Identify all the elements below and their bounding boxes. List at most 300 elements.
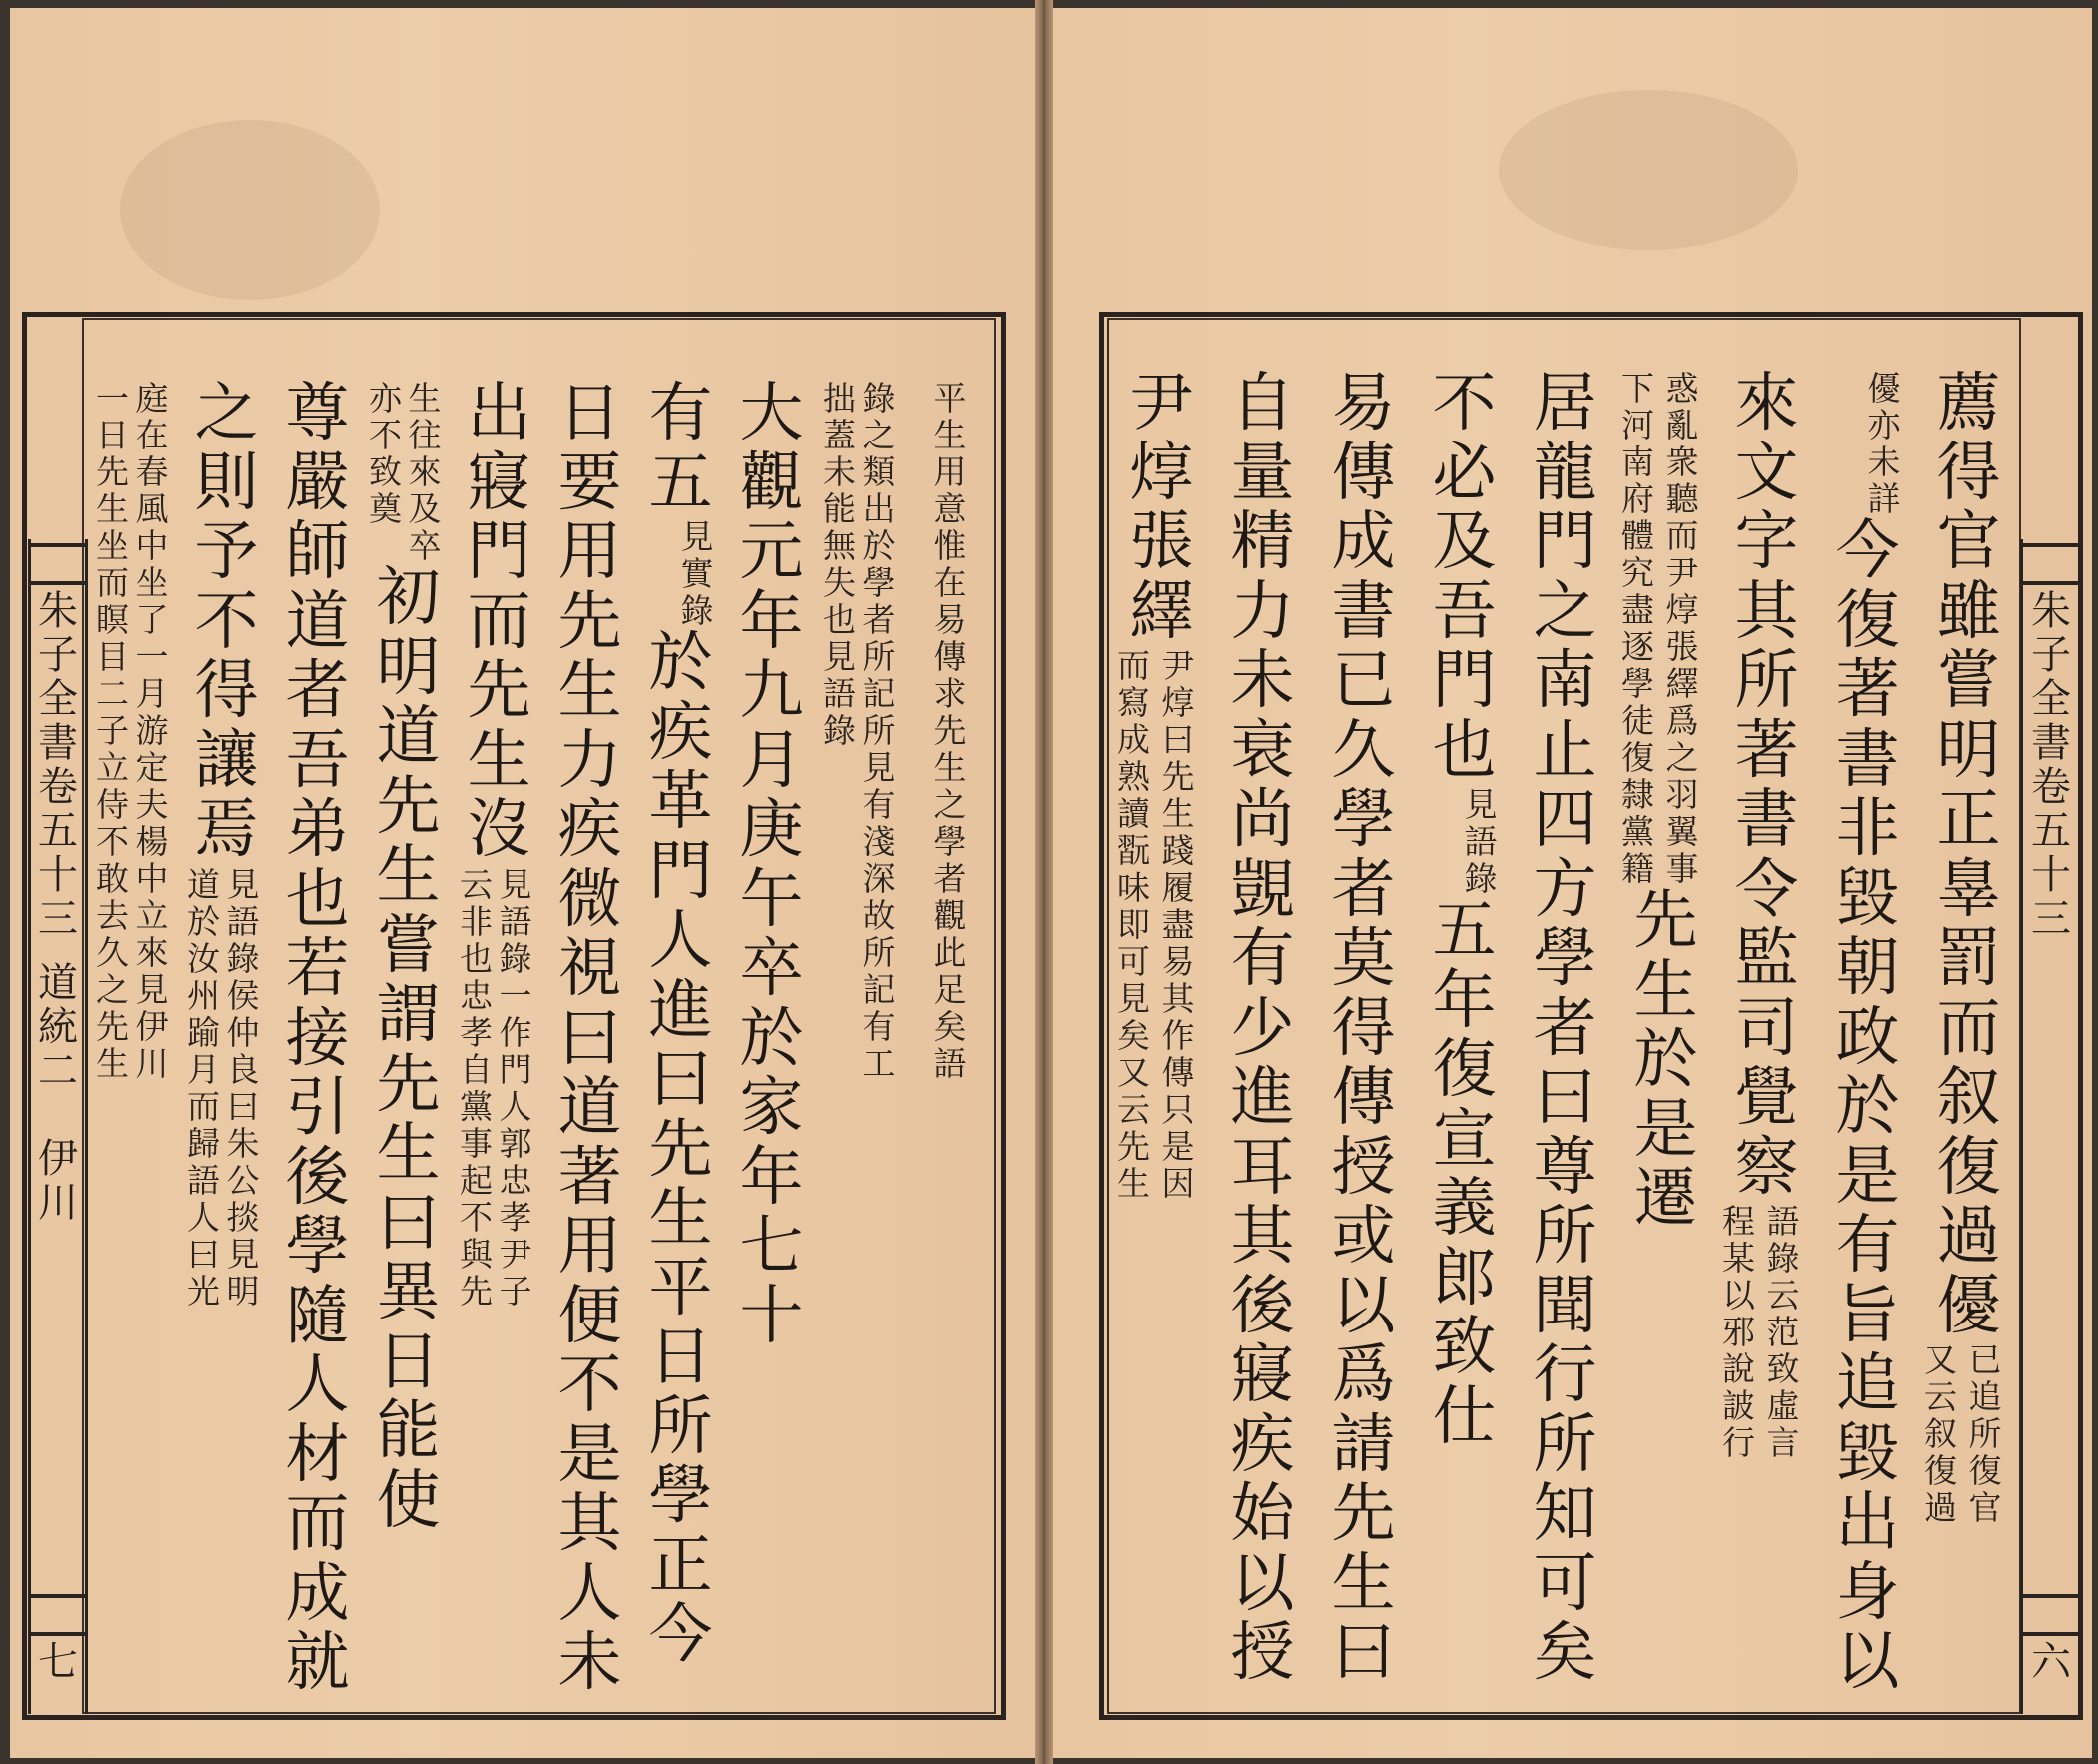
annotation-char: 之 bbox=[933, 785, 967, 824]
main-char: 精 bbox=[1230, 505, 1295, 579]
main-char: 疾 bbox=[648, 695, 713, 770]
main-char: 毀 bbox=[1835, 1416, 1900, 1491]
main-char: 張 bbox=[1129, 505, 1194, 579]
annotation-char: 翫 bbox=[1117, 831, 1150, 870]
annotation-char: 門 bbox=[499, 1049, 532, 1089]
heart-char: 朱 bbox=[2031, 588, 2071, 634]
main-char: 居 bbox=[1533, 367, 1597, 441]
text-column bbox=[1716, 367, 1817, 1708]
main-char: 字 bbox=[1734, 505, 1799, 579]
main-text-line bbox=[1716, 367, 1817, 1205]
main-char: 人 bbox=[557, 1556, 622, 1631]
annotation-char: 矣 bbox=[1117, 1016, 1150, 1055]
annotation-char: 尹 bbox=[1161, 646, 1195, 685]
main-char: 年 bbox=[1432, 963, 1497, 1038]
main-char: 授 bbox=[1331, 1130, 1396, 1205]
main-char: 正 bbox=[1936, 783, 2001, 857]
annotation-char: 者 bbox=[933, 859, 967, 898]
main-char: 而 bbox=[285, 1487, 350, 1561]
main-char: 不 bbox=[1432, 367, 1497, 441]
annotation-char: 尹 bbox=[499, 1234, 532, 1274]
annotation-char: 日 bbox=[96, 416, 129, 454]
main-char: 文 bbox=[1734, 436, 1799, 510]
main-char: 日 bbox=[557, 377, 622, 450]
annotation-char: 見 bbox=[135, 970, 169, 1009]
annotation-char: 先 bbox=[96, 1007, 129, 1046]
annotation-char: 錄 bbox=[1766, 1239, 1800, 1278]
annotation-char: 所 bbox=[862, 711, 896, 750]
main-char: 年 bbox=[739, 1140, 804, 1215]
annotation-char: 云 bbox=[1117, 1090, 1150, 1129]
annotation-line bbox=[96, 380, 129, 1082]
heart-char: 伊 bbox=[38, 1136, 78, 1182]
main-char: 其 bbox=[1230, 1200, 1295, 1274]
main-char: 復 bbox=[1432, 1033, 1497, 1107]
heart-char: 子 bbox=[38, 632, 78, 678]
annotation-char: 寫 bbox=[1117, 683, 1150, 722]
annotation-char: 定 bbox=[135, 748, 169, 787]
main-char: 疾 bbox=[1230, 1407, 1295, 1482]
main-char: 人 bbox=[285, 1348, 350, 1422]
main-char: 午 bbox=[739, 862, 804, 937]
annotation-char: 來 bbox=[408, 452, 442, 491]
main-char: 曰 bbox=[1533, 1061, 1597, 1135]
annotation-char: 在 bbox=[933, 563, 967, 602]
main-char: 其 bbox=[557, 1487, 622, 1561]
annotation-line bbox=[1621, 370, 1654, 887]
main-char: 尹 bbox=[1129, 367, 1194, 441]
annotation-char: 坐 bbox=[135, 563, 169, 602]
annotation-char: 翼 bbox=[1665, 812, 1699, 851]
heart-char: 十 bbox=[2031, 852, 2071, 898]
main-char: 日 bbox=[376, 1324, 441, 1399]
annotation-line bbox=[681, 518, 714, 629]
annotation-char: 事 bbox=[460, 1123, 493, 1163]
annotation-char: 之 bbox=[96, 970, 129, 1009]
text-column bbox=[1111, 367, 1212, 1708]
main-char: 量 bbox=[1230, 436, 1295, 510]
main-char: 是 bbox=[557, 1417, 622, 1492]
annotation-char: 見 bbox=[823, 637, 856, 676]
annotation-char: 也 bbox=[823, 600, 856, 639]
annotation-char: 踐 bbox=[1161, 831, 1195, 870]
annotation-char: 見 bbox=[1117, 979, 1150, 1018]
annotation-char: 詳 bbox=[1867, 479, 1901, 518]
main-char: 師 bbox=[285, 515, 350, 589]
main-char: 之 bbox=[1533, 574, 1597, 649]
text-column bbox=[908, 380, 999, 1708]
heart-char: 全 bbox=[2031, 676, 2071, 722]
main-char: 身 bbox=[1835, 1555, 1900, 1630]
main-char: 成 bbox=[285, 1556, 350, 1631]
main-char: 曰 bbox=[1331, 1616, 1396, 1690]
main-char: 必 bbox=[1432, 436, 1497, 510]
main-char: 官 bbox=[1936, 505, 2001, 579]
annotation-char: 學 bbox=[1621, 664, 1654, 703]
main-char: 莫 bbox=[1331, 922, 1396, 996]
text-column bbox=[1515, 367, 1615, 1708]
main-char: 雖 bbox=[1936, 574, 2001, 649]
text-column bbox=[181, 377, 272, 1708]
main-char: 平 bbox=[648, 1251, 713, 1325]
annotation-line bbox=[460, 866, 493, 1310]
main-char: 先 bbox=[1331, 1477, 1396, 1551]
main-char: 讓 bbox=[194, 723, 259, 798]
annotation-char: 致 bbox=[1766, 1349, 1800, 1388]
main-char: 要 bbox=[557, 445, 622, 520]
annotation-char: 見 bbox=[226, 864, 260, 904]
annotation-char: 一 bbox=[499, 975, 532, 1015]
right-page-heart bbox=[2020, 539, 2082, 1714]
main-char: 旨 bbox=[1835, 1278, 1900, 1352]
annotation-char: 也 bbox=[460, 938, 493, 978]
heart-char: 二 bbox=[38, 1048, 78, 1094]
annotation-char: 惟 bbox=[933, 526, 967, 565]
main-char: 家 bbox=[739, 1071, 804, 1145]
main-char: 察 bbox=[1734, 1130, 1799, 1205]
main-char: 叙 bbox=[1936, 1061, 2001, 1135]
main-char: 所 bbox=[1533, 1407, 1597, 1482]
main-char: 學 bbox=[648, 1459, 713, 1533]
main-char: 毀 bbox=[1835, 861, 1900, 936]
annotation-char: 曰 bbox=[187, 1234, 220, 1274]
text-column bbox=[1817, 370, 1918, 1708]
annotation-char: 亦 bbox=[369, 379, 402, 418]
annotation-char: 亂 bbox=[1665, 406, 1699, 444]
main-char: 過 bbox=[1936, 1200, 2001, 1274]
main-char: 而 bbox=[467, 584, 531, 659]
annotation-char: 於 bbox=[187, 901, 220, 941]
main-char: 後 bbox=[1230, 1269, 1295, 1343]
main-char: 焉 bbox=[194, 793, 259, 867]
main-char: 先 bbox=[1633, 884, 1698, 958]
annotation-char: 瞑 bbox=[96, 600, 129, 639]
annotation-char: 在 bbox=[135, 416, 169, 454]
annotation-char: 隸 bbox=[1621, 775, 1654, 814]
main-char: 遷 bbox=[1633, 1162, 1698, 1236]
main-char: 薦 bbox=[1936, 367, 2001, 441]
heart-char: 卷 bbox=[38, 764, 78, 810]
annotation-char: 焞 bbox=[1161, 683, 1195, 722]
annotation-char: 蓋 bbox=[823, 416, 856, 454]
annotation-char: 往 bbox=[408, 416, 442, 454]
main-text-line bbox=[1515, 367, 1615, 1690]
annotation-char: 下 bbox=[1621, 369, 1654, 408]
left-folio-number bbox=[38, 1640, 78, 1684]
main-char: 道 bbox=[376, 700, 441, 774]
annotation-char: 平 bbox=[933, 379, 967, 418]
heart-char: 十 bbox=[38, 852, 78, 898]
annotation-char: 讀 bbox=[1117, 794, 1150, 833]
main-char: 者 bbox=[1331, 852, 1396, 927]
annotation-char: 見 bbox=[226, 1234, 260, 1274]
annotation-char: 某 bbox=[1722, 1239, 1755, 1278]
heart-char bbox=[38, 1093, 78, 1137]
annotation-char: 言 bbox=[1766, 1423, 1800, 1462]
annotation-char: 有 bbox=[862, 785, 896, 824]
annotation-char: 錄 bbox=[499, 938, 532, 978]
text-column bbox=[726, 377, 817, 1708]
main-char: 也 bbox=[1432, 713, 1497, 788]
annotation-char: 忠 bbox=[460, 975, 493, 1015]
annotation-char: 之 bbox=[862, 416, 896, 454]
annotation-char: 侯 bbox=[226, 975, 260, 1015]
annotation-char: 語 bbox=[226, 901, 260, 941]
annotation-char: 仲 bbox=[226, 1012, 260, 1052]
main-char: 月 bbox=[739, 723, 804, 798]
annotation-char: 未 bbox=[823, 452, 856, 491]
annotation-char: 云 bbox=[460, 864, 493, 904]
annotation-char: 觀 bbox=[933, 896, 967, 935]
main-char: 少 bbox=[1230, 991, 1295, 1066]
annotation-char: 目 bbox=[96, 637, 129, 676]
main-char: 七 bbox=[739, 1210, 804, 1284]
main-char: 觀 bbox=[739, 445, 804, 520]
main-char: 用 bbox=[557, 515, 622, 589]
main-char: 力 bbox=[557, 723, 622, 798]
main-char: 明 bbox=[1936, 713, 2001, 788]
annotation-char: 道 bbox=[187, 864, 220, 904]
annotation-line bbox=[934, 380, 967, 1082]
main-char: 監 bbox=[1734, 922, 1799, 996]
main-char: 久 bbox=[1331, 713, 1396, 788]
annotation-char: 過 bbox=[1924, 1488, 1957, 1527]
main-char: 嚴 bbox=[285, 445, 350, 520]
annotation-char: 河 bbox=[1621, 406, 1654, 444]
main-char: 不 bbox=[194, 584, 259, 659]
main-text-line bbox=[1817, 514, 1918, 1699]
annotation-char: 先 bbox=[1117, 1127, 1150, 1166]
main-char: 司 bbox=[1734, 991, 1799, 1066]
annotation-char: 拙 bbox=[823, 379, 856, 418]
annotation-char: 不 bbox=[460, 1197, 493, 1237]
paper-stain bbox=[120, 120, 380, 300]
main-text-line bbox=[1414, 367, 1515, 788]
main-char: 得 bbox=[1936, 436, 2001, 510]
annotation-char: 作 bbox=[499, 1012, 532, 1052]
annotation-char: 與 bbox=[460, 1234, 493, 1274]
annotation-char: 語 bbox=[1766, 1202, 1800, 1241]
main-text-line bbox=[726, 377, 817, 1353]
main-text-line bbox=[1615, 884, 1716, 1236]
annotation-char: 味 bbox=[1117, 868, 1150, 907]
main-char: 請 bbox=[1331, 1407, 1396, 1482]
annotation-char: 類 bbox=[862, 452, 896, 491]
main-char: 覺 bbox=[1734, 1061, 1799, 1135]
main-char: 仕 bbox=[1432, 1379, 1497, 1454]
main-char: 來 bbox=[1734, 367, 1799, 441]
main-char: 罰 bbox=[1936, 922, 2001, 996]
main-char: 初 bbox=[376, 561, 441, 635]
annotation-char: 此 bbox=[933, 933, 967, 972]
main-char: 嘗 bbox=[376, 908, 441, 983]
main-text-line bbox=[1918, 367, 2019, 1343]
annotation-char: 所 bbox=[1968, 1414, 2002, 1453]
annotation-char: 優 bbox=[1867, 369, 1901, 408]
annotation-char: 之 bbox=[1665, 738, 1699, 777]
annotation-char: 坐 bbox=[96, 526, 129, 565]
main-char: 矣 bbox=[1533, 1616, 1597, 1690]
main-char: 用 bbox=[557, 1210, 622, 1284]
annotation-char: 及 bbox=[408, 489, 442, 528]
main-char: 成 bbox=[1331, 505, 1396, 579]
main-char: 門 bbox=[1432, 644, 1497, 718]
main-char: 以 bbox=[1331, 1269, 1396, 1343]
annotation-char: 語 bbox=[187, 1160, 220, 1200]
annotation-char: 錄 bbox=[1464, 859, 1498, 898]
annotation-char: 叙 bbox=[1924, 1414, 1957, 1453]
annotation-char: 見 bbox=[862, 748, 896, 787]
main-char: 則 bbox=[194, 445, 259, 520]
annotation-char: 光 bbox=[187, 1271, 220, 1311]
annotation-char: 焞 bbox=[1665, 590, 1699, 629]
main-char: 得 bbox=[194, 654, 259, 728]
annotation-char: 亦 bbox=[1867, 406, 1901, 444]
main-char: 進 bbox=[1230, 1061, 1295, 1135]
annotation-char: 忠 bbox=[499, 1160, 532, 1200]
annotation-char: 生 bbox=[96, 489, 129, 528]
main-char: 或 bbox=[1331, 1200, 1396, 1274]
main-char: 於 bbox=[648, 626, 713, 700]
annotation-char: 見 bbox=[1464, 785, 1498, 824]
annotation-char: 不 bbox=[369, 416, 402, 454]
main-char: 疾 bbox=[557, 793, 622, 867]
annotation-char: 因 bbox=[1161, 1164, 1195, 1203]
main-char: 已 bbox=[1331, 644, 1396, 718]
annotation-char: 張 bbox=[1665, 627, 1699, 666]
main-char: 九 bbox=[739, 654, 804, 728]
main-char: 所 bbox=[648, 1389, 713, 1464]
main-char: 所 bbox=[1533, 1200, 1597, 1274]
annotation-char: 可 bbox=[1117, 942, 1150, 981]
main-char: 義 bbox=[1432, 1172, 1497, 1246]
annotation-char: 用 bbox=[933, 452, 967, 491]
annotation-char: 說 bbox=[1722, 1349, 1755, 1388]
annotation-char: 而 bbox=[1117, 646, 1150, 685]
main-char: 力 bbox=[1230, 574, 1295, 649]
annotation-char: 錄 bbox=[680, 591, 714, 630]
main-char: 著 bbox=[1835, 653, 1900, 727]
main-text-line bbox=[363, 561, 454, 1538]
annotation-char: 矣 bbox=[933, 1007, 967, 1046]
main-char: 知 bbox=[1533, 1477, 1597, 1551]
annotation-char: 爲 bbox=[1665, 701, 1699, 740]
main-char: 辠 bbox=[1936, 852, 2001, 927]
main-char: 有 bbox=[1835, 1209, 1900, 1283]
main-char: 於 bbox=[1633, 1023, 1698, 1097]
annotation-line bbox=[1117, 647, 1150, 1202]
main-text-line bbox=[272, 377, 363, 1700]
annotation-char: 是 bbox=[1161, 1127, 1195, 1166]
annotation-char: 侍 bbox=[96, 785, 129, 824]
annotation-char: 了 bbox=[135, 600, 169, 639]
annotation-char: 羽 bbox=[1665, 775, 1699, 814]
heart-char: 五 bbox=[38, 808, 78, 854]
annotation-char: 子 bbox=[96, 711, 129, 750]
main-char: 可 bbox=[1533, 1546, 1597, 1621]
main-char: 有 bbox=[648, 377, 713, 450]
main-char: 復 bbox=[1936, 1130, 2001, 1205]
main-char: 材 bbox=[285, 1417, 350, 1492]
annotation-char: 其 bbox=[1161, 979, 1195, 1018]
annotation-char: 意 bbox=[933, 489, 967, 528]
main-char: 著 bbox=[1734, 713, 1799, 788]
annotation-char: 汝 bbox=[187, 938, 220, 978]
main-char: 也 bbox=[285, 862, 350, 937]
main-char: 先 bbox=[648, 1112, 713, 1187]
main-char: 門 bbox=[648, 834, 713, 909]
main-char: 所 bbox=[1734, 644, 1799, 718]
annotation-char: 學 bbox=[933, 822, 967, 861]
annotation-line bbox=[227, 866, 260, 1310]
main-char: 致 bbox=[1432, 1311, 1497, 1384]
annotation-char: 生 bbox=[408, 379, 442, 418]
annotation-char: 一 bbox=[135, 637, 169, 676]
main-char: 生 bbox=[376, 1117, 441, 1191]
annotation-char: 即 bbox=[1117, 905, 1150, 944]
main-text-line bbox=[635, 377, 726, 520]
main-char: 道 bbox=[557, 1071, 622, 1145]
paper-stain bbox=[1499, 90, 1798, 250]
annotation-char: 伊 bbox=[135, 1007, 169, 1046]
annotation-char: 語 bbox=[823, 674, 856, 713]
annotation-char: 所 bbox=[862, 933, 896, 972]
main-char: 是 bbox=[1835, 1139, 1900, 1214]
annotation-char: 郭 bbox=[499, 1123, 532, 1163]
annotation-char: 行 bbox=[1722, 1423, 1755, 1462]
main-char: 後 bbox=[285, 1140, 350, 1215]
main-char: 元 bbox=[739, 515, 804, 589]
main-char: 先 bbox=[376, 769, 441, 844]
annotation-line bbox=[1162, 647, 1195, 1202]
annotation-char: 月 bbox=[187, 1049, 220, 1089]
main-char: 於 bbox=[739, 1001, 804, 1076]
main-char: 書 bbox=[1331, 574, 1396, 649]
main-char: 弟 bbox=[285, 793, 350, 867]
annotation-char: 曰 bbox=[1161, 720, 1195, 759]
main-char: 著 bbox=[557, 1140, 622, 1215]
main-char: 寢 bbox=[467, 445, 531, 520]
main-char: 聞 bbox=[1533, 1269, 1597, 1343]
annotation-char: 一 bbox=[96, 379, 129, 418]
main-char: 能 bbox=[376, 1394, 441, 1468]
main-char: 吾 bbox=[1432, 574, 1497, 649]
main-char: 始 bbox=[1230, 1477, 1295, 1551]
annotation-char: 奠 bbox=[369, 489, 402, 528]
main-char: 先 bbox=[376, 1047, 441, 1122]
annotation-char: 生 bbox=[96, 1044, 129, 1083]
text-column bbox=[454, 377, 544, 1708]
main-char: 便 bbox=[557, 1279, 622, 1353]
annotation-char: 孝 bbox=[460, 1012, 493, 1052]
main-char: 庚 bbox=[739, 793, 804, 867]
annotation-char: 曰 bbox=[226, 1086, 260, 1126]
annotation-char: 盡 bbox=[1161, 905, 1195, 944]
annotation-char: 未 bbox=[1867, 442, 1901, 481]
heart-char: 道 bbox=[38, 960, 78, 1006]
annotation-char: 足 bbox=[933, 970, 967, 1009]
main-char: 五 bbox=[648, 445, 713, 520]
main-text-line bbox=[1111, 367, 1212, 649]
main-char: 微 bbox=[557, 862, 622, 937]
main-char: 四 bbox=[1533, 783, 1597, 857]
annotation-char: 府 bbox=[1621, 479, 1654, 518]
main-char: 生 bbox=[1331, 1546, 1396, 1621]
annotation-char: 詖 bbox=[1722, 1386, 1755, 1425]
annotation-line bbox=[1722, 1203, 1755, 1461]
annotation-char: 究 bbox=[1621, 553, 1654, 592]
main-char: 接 bbox=[285, 1001, 350, 1076]
